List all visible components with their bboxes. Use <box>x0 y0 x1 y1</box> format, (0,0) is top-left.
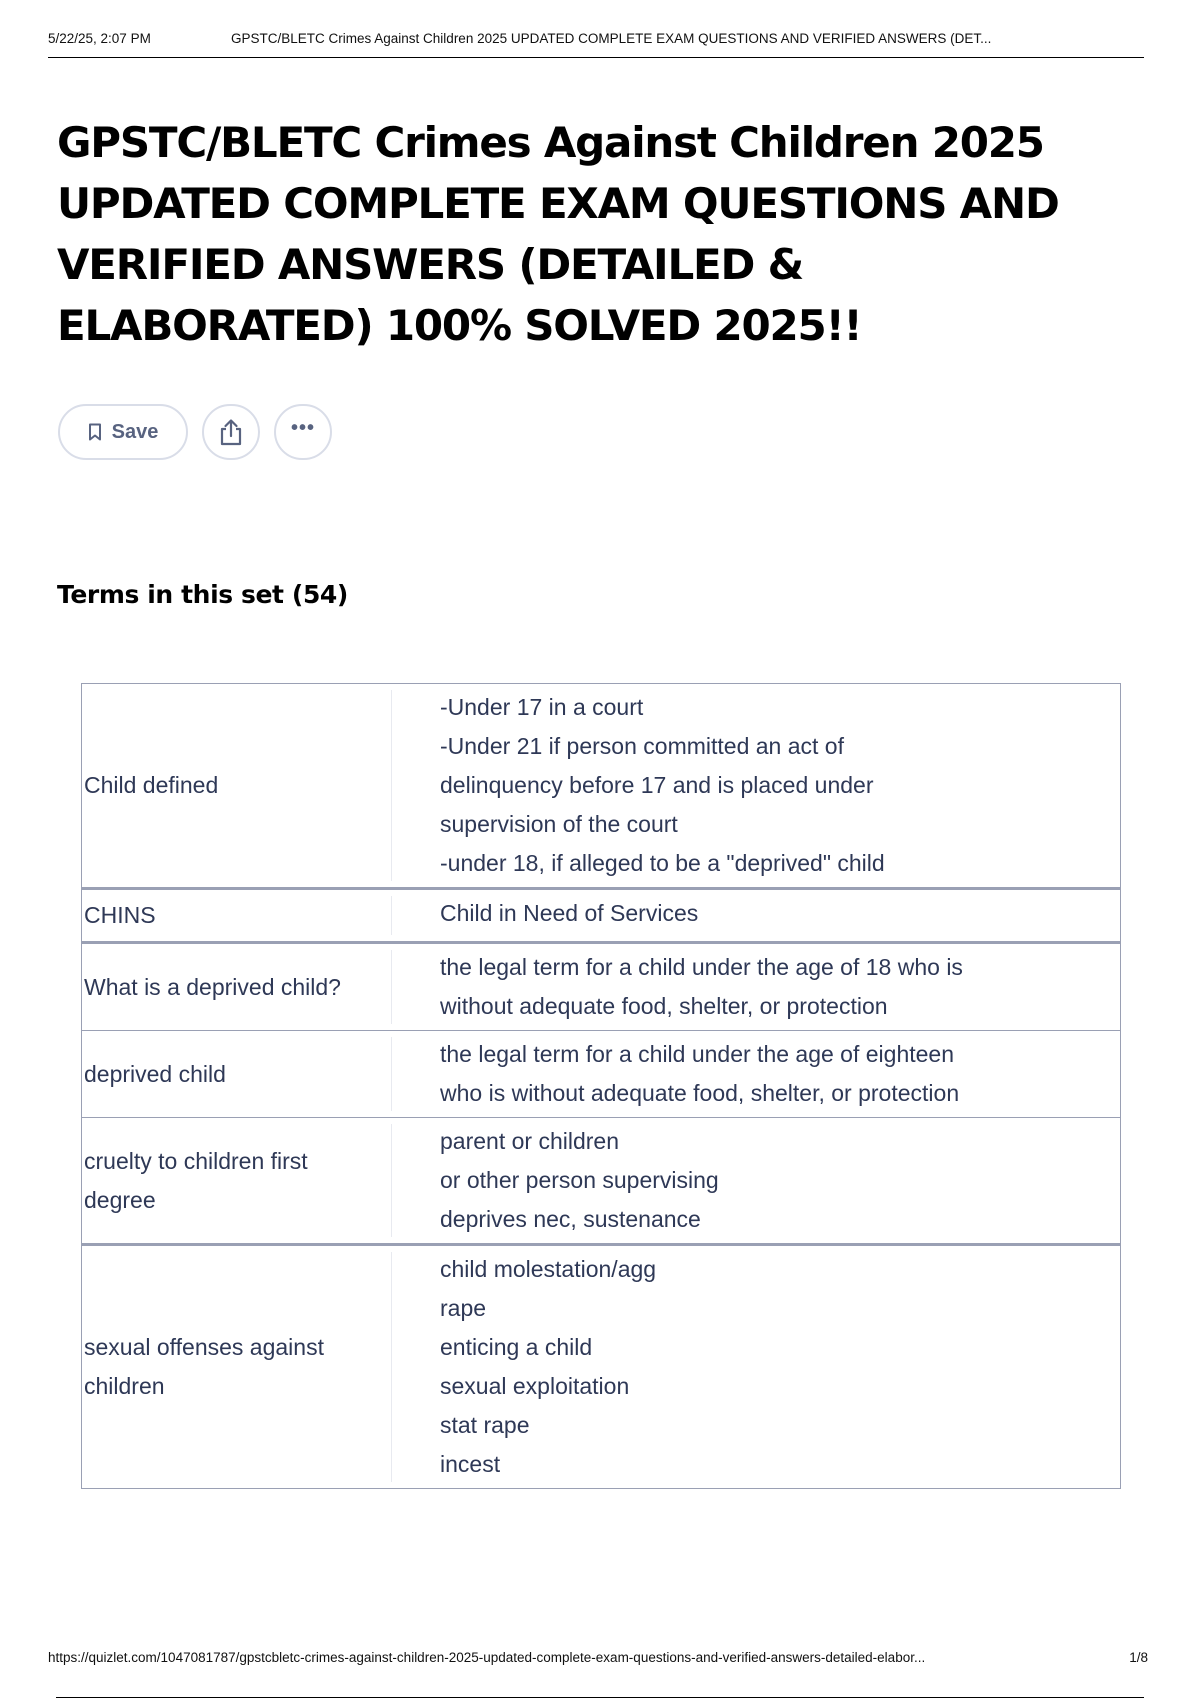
definition-line: incest <box>440 1451 501 1477</box>
term-text-line: sexual offenses against <box>84 1334 324 1360</box>
term-text-line: children <box>84 1373 165 1399</box>
more-icon: ••• <box>290 417 315 439</box>
definition-cell <box>392 1246 1120 1488</box>
print-doc-title: GPSTC/BLETC Crimes Against Children 2025 UPDATED COMPLETE EXAM QUESTIONS AND VERIFIED ANSWERS (DET... <box>231 31 992 46</box>
definition-line: -Under 21 if person committed an act of <box>440 733 844 759</box>
print-date: 5/22/25, 2:07 PM <box>48 31 151 46</box>
definition-line: Child in Need of Services <box>440 900 699 926</box>
share-button[interactable] <box>202 404 260 460</box>
definition-line: the legal term for a child under the age of 18 who is <box>440 954 963 980</box>
definition-line: stat rape <box>440 1412 530 1438</box>
term-text: deprived child <box>84 1060 226 1087</box>
terms-table <box>81 683 1121 1489</box>
definition-line: enticing a child <box>440 1334 593 1360</box>
print-header <box>48 30 1144 58</box>
term-cell <box>82 950 392 1024</box>
page-title <box>57 112 1137 356</box>
term-row <box>82 887 1120 941</box>
term-row <box>82 1117 1120 1243</box>
bookmark-icon <box>88 423 102 441</box>
definition-line: who is without adequate food, shelter, or protection <box>440 1080 960 1106</box>
definition-line: sexual exploitation <box>440 1373 630 1399</box>
terms-heading: Terms in this set (54) <box>57 580 348 609</box>
definition-line: deprives nec, sustenance <box>440 1206 701 1232</box>
definition-cell <box>392 890 1120 941</box>
page-title-line: VERIFIED ANSWERS (DETAILED & <box>57 240 804 289</box>
term-row <box>82 941 1120 1030</box>
term-cell <box>82 1124 392 1237</box>
term-text-line: cruelty to children first <box>84 1147 308 1174</box>
definition-line: or other person supervising <box>440 1167 719 1193</box>
definition-cell <box>392 684 1120 887</box>
definition-line: the legal term for a child under the age of eighteen <box>440 1041 955 1067</box>
definition-cell <box>392 944 1120 1030</box>
term-cell <box>82 1037 392 1111</box>
definition-line: supervision of the court <box>440 811 678 837</box>
term-text: Child defined <box>84 772 219 798</box>
definition-cell <box>392 1031 1120 1117</box>
page-title-line: UPDATED COMPLETE EXAM QUESTIONS AND <box>57 179 1059 228</box>
more-button[interactable] <box>274 404 332 460</box>
term-row <box>82 684 1120 887</box>
term-cell <box>82 690 392 881</box>
term-text <box>84 1142 308 1220</box>
share-icon <box>218 418 244 446</box>
term-text: What is a deprived child? <box>84 973 341 1000</box>
print-footer <box>48 1650 1152 1670</box>
footer-divider <box>56 1697 1144 1698</box>
page-number: 1/8 <box>1129 1650 1148 1665</box>
definition-line: -Under 17 in a court <box>440 694 644 720</box>
page-title-line: GPSTC/BLETC Crimes Against Children 2025 <box>57 118 1044 167</box>
save-button-label: Save <box>111 420 159 443</box>
term-row <box>82 1030 1120 1117</box>
print-url: https://quizlet.com/1047081787/gpstcbletc-crimes-against-children-2025-updated-complete-exam-questions-and-verified-answers-detailed-elabor... <box>48 1650 926 1665</box>
term-text: CHINS <box>84 902 156 928</box>
definition-line: without adequate food, shelter, or protection <box>440 993 888 1019</box>
definition-line: parent or children <box>440 1128 619 1154</box>
save-button[interactable] <box>58 404 188 460</box>
term-row <box>82 1243 1120 1488</box>
term-text-line: degree <box>84 1186 156 1213</box>
definition-line: child molestation/agg <box>440 1256 657 1282</box>
page-title-line: ELABORATED) 100% SOLVED 2025!! <box>57 301 862 350</box>
definition-line: rape <box>440 1295 487 1321</box>
definition-cell <box>392 1118 1120 1243</box>
definition-line: -under 18, if alleged to be a "deprived" child <box>440 850 885 876</box>
term-text <box>84 1328 324 1406</box>
definition-line: delinquency before 17 and is placed under <box>440 772 874 798</box>
term-cell <box>82 1252 392 1482</box>
term-cell <box>82 896 392 935</box>
